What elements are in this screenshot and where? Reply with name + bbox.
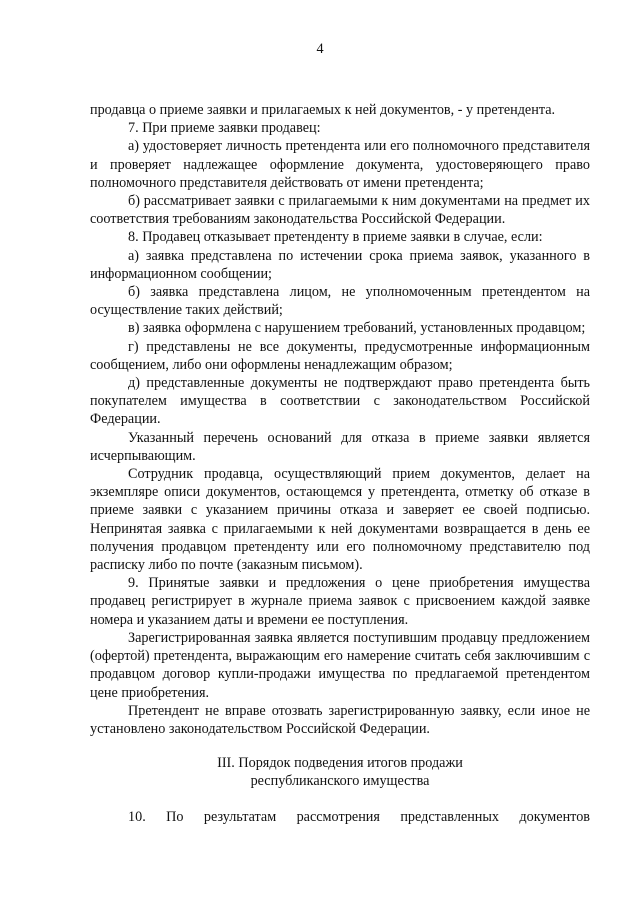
paragraph-item-7b: б) рассматривает заявки с прилагаемыми к ним документами на предмет их соответствия требованиям законодательства Российской Федерации.: [90, 193, 590, 228]
paragraph-item-10: 10. По результатам рассмотрения представленных документов: [128, 808, 590, 825]
paragraph-item-8g: г) представлены не все документы, предусмотренные информационным сообщением, либо они оформлены ненадлежащим образом;: [90, 338, 590, 373]
paragraph-item-8d: д) представленные документы не подтверждают право претендента быть покупателем имущества в соответствии с законодательством Российской Федерации.: [90, 375, 590, 428]
paragraph-refusal-procedure: Сотрудник продавца, осуществляющий прием документов, делает на экземпляре описи документов, остающемся у претендента, отметку об отказе в приеме заявки с указанием причины отказа и заверяет ее своей подписью. Непринятая заявка с прилагаемыми к ней документами возвращается в день ее получения продавцом претенденту или его полномочному представителю под расписку либо по почте (заказным письмом).: [90, 466, 590, 574]
paragraph-exhaustive-list: Указанный перечень оснований для отказа в приеме заявки является исчерпывающим.: [90, 429, 590, 464]
section-heading-line-2: республиканского имущества: [250, 773, 430, 790]
paragraph-item-9: 9. Принятые заявки и предложения о цене приобретения имущества продавец регистрирует в журнале приема заявок с присвоением каждой заявке номера и указанием даты и времени ее поступления.: [90, 575, 590, 628]
paragraph-item-7: 7. При приеме заявки продавец:: [128, 120, 321, 137]
paragraph-item-8v: в) заявка оформлена с нарушением требований, установленных продавцом;: [128, 320, 586, 337]
paragraph-registered-offer: Зарегистрированная заявка является поступившим продавцу предложением (офертой) претендента, выражающим его намерение считать себя заключившим с продавцом договор купли-продажи имущества по предлагаемой претендентом цене приобретения.: [90, 629, 590, 701]
section-heading: [90, 754, 590, 790]
paragraph-no-withdrawal: Претендент не вправе отозвать зарегистрированную заявку, если иное не установлено законодательством Российской Федерации.: [90, 702, 590, 737]
section-heading-line-1: III. Порядок подведения итогов продажи: [217, 755, 463, 772]
paragraph-item-8: 8. Продавец отказывает претенденту в приеме заявки в случае, если:: [128, 229, 543, 246]
page-number: 4: [316, 41, 324, 57]
paragraph-item-8a: а) заявка представлена по истечении срока приема заявок, указанного в информационном сообщении;: [90, 247, 590, 282]
paragraph-continuation: продавца о приеме заявки и прилагаемых к ней документов, - у претендента.: [90, 102, 556, 118]
paragraph-item-8b: б) заявка представлена лицом, не уполномоченным претендентом на осуществление таких действий;: [90, 284, 590, 319]
document-body: [90, 101, 590, 826]
paragraph-item-7a: а) удостоверяет личность претендента или его полномочного представителя и проверяет надлежащее оформление документа, удостоверяющего право полномочного представителя действовать от имени претендента;: [90, 138, 590, 191]
